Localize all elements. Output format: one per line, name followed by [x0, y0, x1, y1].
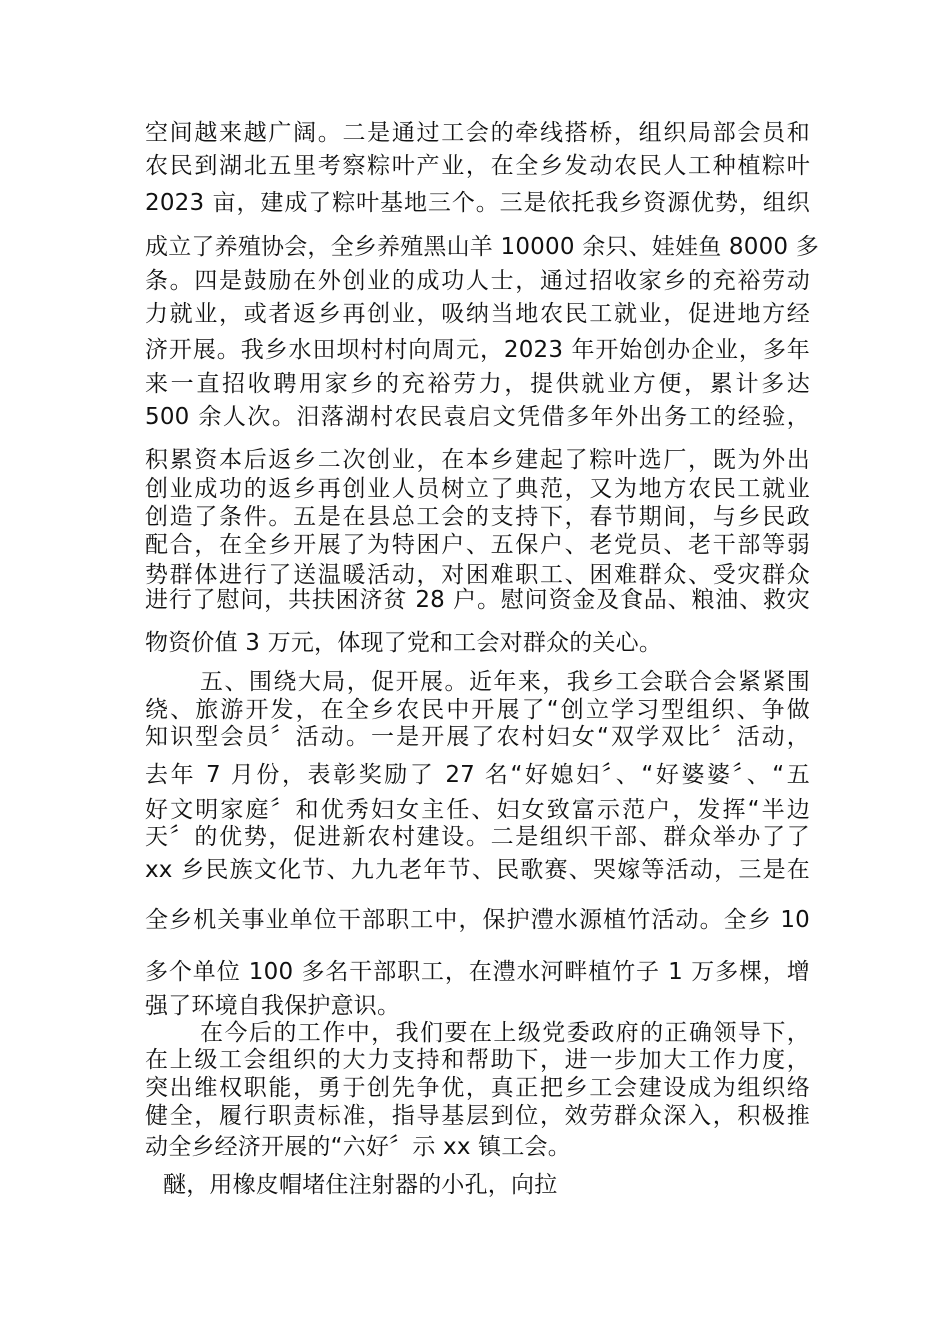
text-line: xx 乡民族文化节、九九老年节、民歌赛、哭嫁等活动，三是在 — [145, 857, 810, 883]
paragraph-start-line: 在今后的工作中，我们要在上级党委政府的正确领导下， — [200, 1020, 810, 1046]
text-line: 空间越来越广阔。二是通过工会的牵线搭桥，组织局部会员和 — [145, 120, 810, 146]
text-line: 条。四是鼓励在外创业的成功人士，通过招收家乡的充裕劳动 — [145, 268, 810, 294]
text-line: 好文明家庭〞和优秀妇女主任、妇女致富示范户，发挥“半边 — [145, 797, 810, 823]
text-line: 势群体进行了送温暖活动，对困难职工、困难群众、受灾群众 — [145, 562, 810, 588]
text-line: 健全，履行职责标准，指导基层到位，效劳群众深入，积极推 — [145, 1103, 810, 1129]
text-line: 2023 亩，建成了粽叶基地三个。三是依托我乡资源优势，组织 — [145, 190, 810, 216]
text-line: 知识型会员〞活动。一是开展了农村妇女“双学双比〞活动， — [145, 724, 810, 750]
text-line: 创业成功的返乡再创业人员树立了典范，又为地方农民工就业 — [145, 476, 810, 502]
text-line: 力就业，或者返乡再创业，吸纳当地农民工就业，促进地方经 — [145, 301, 810, 327]
text-line: 绕、旅游开发，在全乡农民中开展了“创立学习型组织、争做 — [145, 697, 810, 723]
text-line: 创造了条件。五是在县总工会的支持下，春节期间，与乡民政 — [145, 504, 810, 530]
text-line: 动全乡经济开展的“六好〞示 xx 镇工会。 — [145, 1134, 571, 1160]
text-line: 天〞的优势，促进新农村建设。二是组织干部、群众举办了了 — [145, 824, 810, 850]
text-line: 突出维权职能，勇于创先争优，真正把乡工会建设成为组织络 — [145, 1075, 810, 1101]
text-line: 在上级工会组织的大力支持和帮助下，进一步加大工作力度， — [145, 1047, 810, 1073]
text-line: 强了环境自我保护意识。 — [145, 993, 401, 1019]
text-line: 配合，在全乡开展了为特困户、五保户、老党员、老干部等弱 — [145, 532, 810, 558]
text-line: 农民到湖北五里考察粽叶产业，在全乡发动农民人工种植粽叶 — [145, 153, 810, 179]
text-line: 济开展。我乡水田坝村村向周元，2023 年开始创办企业，多年 — [145, 337, 810, 363]
text-line: 多个单位 100 多名干部职工，在澧水河畔植竹子 1 万多棵，增 — [145, 959, 810, 985]
text-line: 来一直招收聘用家乡的充裕劳力，提供就业方便，累计多达 — [145, 371, 810, 397]
trailing-fragment-line: 醚，用橡皮帽堵住注射器的小孔，向拉 — [163, 1172, 558, 1198]
text-line: 积累资本后返乡二次创业，在本乡建起了粽叶选厂，既为外出 — [145, 447, 810, 473]
text-line: 进行了慰问，共扶困济贫 28 户。慰问资金及食品、粮油、救灾 — [145, 587, 810, 613]
text-line: 去年 7 月份，表彰奖励了 27 名“好媳妇〞、“好婆婆〞、“五 — [145, 762, 810, 788]
text-line: 500 余人次。汨落湖村农民袁启文凭借多年外出务工的经验， — [145, 404, 810, 430]
paragraph-start-line: 五、围绕大局，促开展。近年来，我乡工会联合会紧紧围 — [200, 669, 810, 695]
text-line: 全乡机关事业单位干部职工中，保护澧水源植竹活动。全乡 10 — [145, 907, 810, 933]
text-line: 成立了养殖协会，全乡养殖黑山羊 10000 余只、娃娃鱼 8000 多 — [145, 234, 819, 260]
text-line: 物资价值 3 万元，体现了党和工会对群众的关心。 — [145, 630, 663, 656]
